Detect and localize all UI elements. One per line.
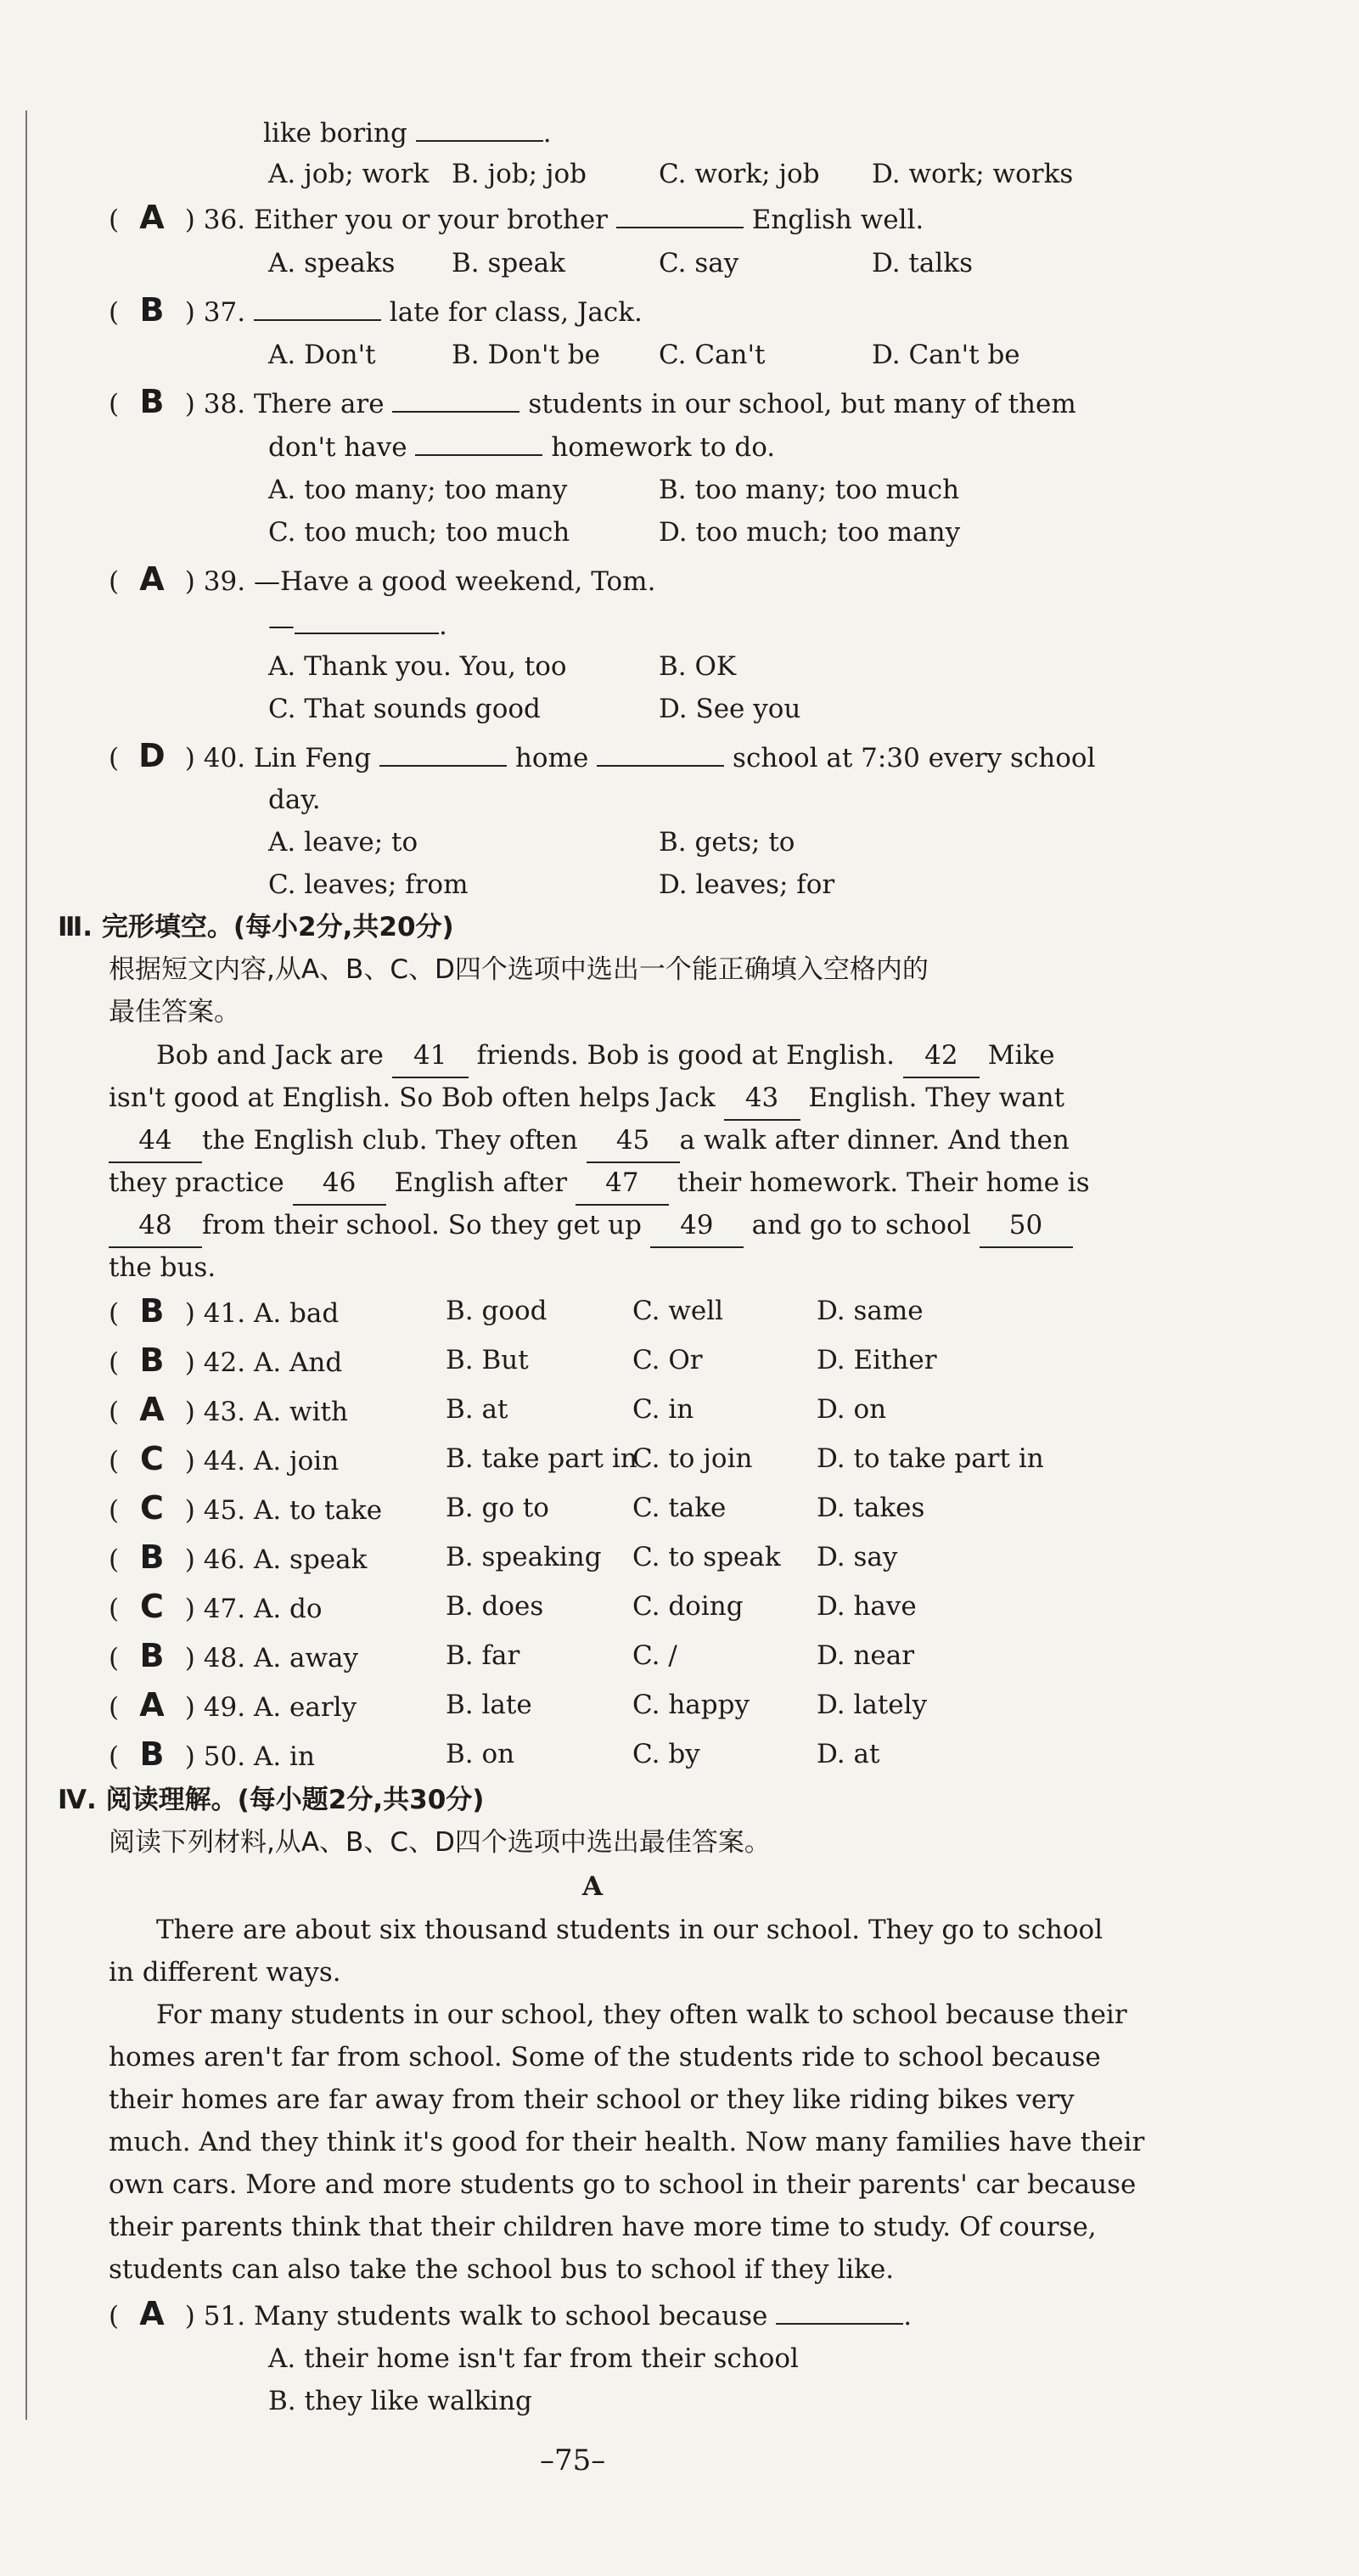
cloze-line-5: 48 from their school. So they get up 49 and go to school 50 <box>109 1204 1073 1248</box>
cloze-line-4: they practice 46 English after 47 their homework. Their home is <box>109 1161 1090 1206</box>
cloze-44-option-d: D. to take part in <box>817 1443 1044 1474</box>
q37-option-c: C. Can't <box>659 340 766 370</box>
q40-answer: D <box>138 737 166 774</box>
cloze-46-option-b: B. speaking <box>446 1542 602 1572</box>
cloze-line-1: Bob and Jack are 41 friends. Bob is good at English. 42 Mike <box>156 1034 1055 1078</box>
cloze-48-option-c: C. / <box>632 1640 677 1671</box>
q37-option-a: A. Don't <box>268 340 376 370</box>
q36-question: ( A ) 36. Either you or your brother English well. <box>109 199 924 236</box>
q39-answer: A <box>139 560 165 598</box>
q39-question: ( A ) 39. —Have a good weekend, Tom. <box>109 560 656 598</box>
cloze-item-50: ( B ) 50. A. in <box>109 1735 315 1773</box>
q38-stem-line2: don't have homework to do. <box>268 429 775 464</box>
passage-a-p1-line1: There are about six thousand students in our school. They go to school <box>156 1915 1103 1945</box>
q36-option-d: D. talks <box>872 248 974 278</box>
q38-option-c: C. too much; too much <box>268 517 570 548</box>
cloze-49-option-b: B. late <box>446 1690 532 1720</box>
cloze-50-option-d: D. at <box>817 1739 880 1769</box>
cloze-44-option-b: B. take part in <box>446 1443 637 1474</box>
passage-a-p2-line3: their homes are far away from their school or they like riding bikes very <box>109 2084 1075 2115</box>
cloze-50-option-c: C. by <box>632 1739 700 1769</box>
cloze-item-46: ( B ) 46. A. speak <box>109 1538 368 1576</box>
q38-option-b: B. too many; too much <box>659 475 960 505</box>
q38-question: ( B ) 38. There are students in our school, but many of them <box>109 383 1076 420</box>
cloze-item-47: ( C ) 47. A. do <box>109 1588 323 1625</box>
cloze-item-41: ( B ) 41. A. bad <box>109 1292 340 1330</box>
q36-option-c: C. say <box>659 248 739 278</box>
cloze-41-option-b: B. good <box>446 1296 548 1326</box>
q51-answer: A <box>139 2295 165 2332</box>
cloze-43-option-b: B. at <box>446 1394 508 1425</box>
cloze-49-option-d: D. lately <box>817 1690 928 1720</box>
cloze-item-49: ( A ) 49. A. early <box>109 1686 357 1724</box>
passage-a-p2-line7: students can also take the school bus to school if they like. <box>109 2254 895 2285</box>
passage-a-p1-line2: in different ways. <box>109 1957 341 1988</box>
cloze-46-option-d: D. say <box>817 1542 898 1572</box>
q40-option-a: A. leave; to <box>268 827 418 858</box>
cloze-46-option-c: C. to speak <box>632 1542 781 1572</box>
cloze-48-option-d: D. near <box>817 1640 915 1671</box>
cloze-item-48: ( B ) 48. A. away <box>109 1637 359 1674</box>
q37-question: ( B ) 37. late for class, Jack. <box>109 291 643 329</box>
cloze-42-option-d: D. Either <box>817 1345 937 1375</box>
q36-option-b: B. speak <box>452 248 565 278</box>
cloze-43-option-c: C. in <box>632 1394 694 1425</box>
q39-reply-line: — . <box>268 607 447 643</box>
cloze-43-option-d: D. on <box>817 1394 887 1425</box>
passage-label: A <box>582 1871 604 1902</box>
passage-a-p2-line4: much. And they think it's good for their health. Now many families have their <box>109 2127 1145 2157</box>
cloze-item-44: ( C ) 44. A. join <box>109 1440 340 1477</box>
q40-option-b: B. gets; to <box>659 827 795 858</box>
q39-option-d: D. See you <box>659 694 801 724</box>
q37-option-d: D. Can't be <box>872 340 1020 370</box>
passage-a-p2-line1: For many students in our school, they often walk to school because their <box>156 1999 1127 2030</box>
q35-option-c: C. work; job <box>659 159 820 189</box>
section-3-instruction: 根据短文内容,从A、B、C、D四个选项中选出一个能正确填入空格内的 <box>109 954 929 985</box>
cloze-47-option-c: C. doing <box>632 1591 744 1622</box>
q37-answer: B <box>139 291 165 329</box>
cloze-45-option-b: B. go to <box>446 1493 549 1523</box>
q39-option-a: A. Thank you. You, too <box>268 651 567 682</box>
q35-option-b: B. job; job <box>452 159 587 189</box>
q51-option-a: A. their home isn't far from their school <box>268 2343 799 2374</box>
passage-a-p2-line2: homes aren't far from school. Some of the students ride to school because <box>109 2042 1101 2073</box>
cloze-42-option-b: B. But <box>446 1345 529 1375</box>
cloze-50-option-b: B. on <box>446 1739 515 1769</box>
cloze-item-42: ( B ) 42. A. And <box>109 1341 343 1379</box>
q35-option-d: D. work; works <box>872 159 1074 189</box>
q35-stem: like boring . <box>263 115 552 150</box>
cloze-42-option-c: C. Or <box>632 1345 703 1375</box>
cloze-49-option-c: C. happy <box>632 1690 750 1720</box>
cloze-item-45: ( C ) 45. A. to take <box>109 1489 383 1527</box>
q40-stem-line2: day. <box>268 785 321 815</box>
q40-option-c: C. leaves; from <box>268 869 469 900</box>
cloze-47-option-d: D. have <box>817 1591 917 1622</box>
cloze-48-option-b: B. far <box>446 1640 520 1671</box>
q39-option-b: B. OK <box>659 651 737 682</box>
passage-a-p2-line6: their parents think that their children have more time to study. Of course, <box>109 2212 1097 2242</box>
q37-option-b: B. Don't be <box>452 340 600 370</box>
cloze-line-3: 44 the English club. They often 45 a walk after dinner. And then <box>109 1119 1070 1163</box>
cloze-41-option-d: D. same <box>817 1296 924 1326</box>
section-4-title: Ⅳ. 阅读理解。(每小题2分,共30分) <box>58 1785 485 1815</box>
page-number: –75– <box>540 2444 606 2478</box>
q36-answer: A <box>139 199 165 236</box>
q36-option-a: A. speaks <box>268 248 396 278</box>
cloze-line-6: the bus. <box>109 1252 216 1283</box>
cloze-45-option-c: C. take <box>632 1493 727 1523</box>
section-3-title: Ⅲ. 完形填空。(每小2分,共20分) <box>58 912 454 942</box>
q38-option-d: D. too much; too many <box>659 517 961 548</box>
q51-option-b: B. they like walking <box>268 2386 532 2416</box>
section-3-instruction-2: 最佳答案。 <box>109 997 240 1027</box>
q35-option-a: A. job; work <box>268 159 430 189</box>
margin-line <box>25 110 27 2420</box>
cloze-44-option-c: C. to join <box>632 1443 753 1474</box>
q40-question: ( D ) 40. Lin Feng home school at 7:30 every school <box>109 737 1096 774</box>
cloze-47-option-b: B. does <box>446 1591 544 1622</box>
cloze-45-option-d: D. takes <box>817 1493 925 1523</box>
cloze-item-43: ( A ) 43. A. with <box>109 1391 348 1428</box>
q40-option-d: D. leaves; for <box>659 869 835 900</box>
q39-option-c: C. That sounds good <box>268 694 541 724</box>
cloze-line-2: isn't good at English. So Bob often helps Jack 43 English. They want <box>109 1077 1064 1121</box>
q51-question: ( A ) 51. Many students walk to school because . <box>109 2295 913 2332</box>
q38-answer: B <box>139 383 165 420</box>
passage-a-p2-line5: own cars. More and more students go to school in their parents' car because <box>109 2169 1137 2200</box>
cloze-41-option-c: C. well <box>632 1296 724 1326</box>
q38-option-a: A. too many; too many <box>268 475 568 505</box>
section-4-instruction: 阅读下列材料,从A、B、C、D四个选项中选出最佳答案。 <box>109 1827 771 1858</box>
